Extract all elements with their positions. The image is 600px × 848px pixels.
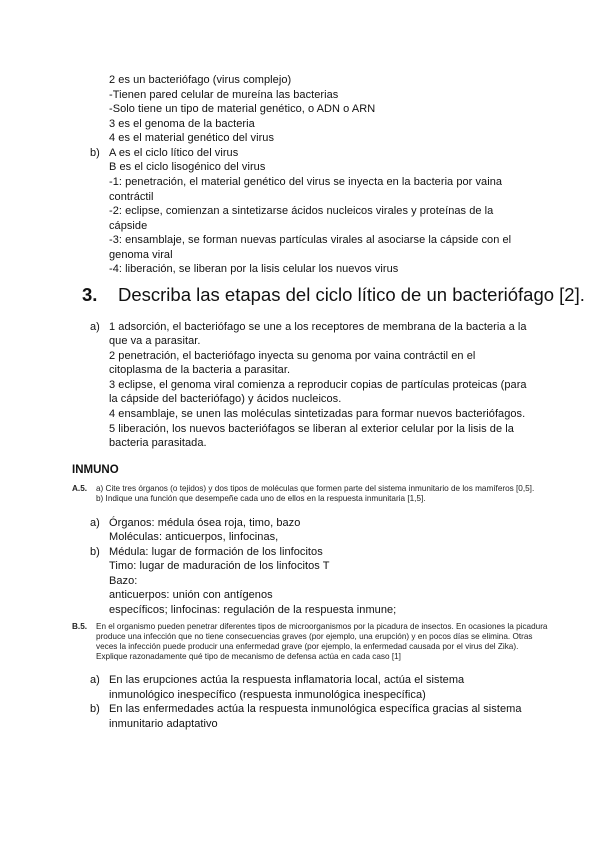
list-marker: a)	[90, 674, 100, 686]
text-line: A es el ciclo lítico del virus	[109, 147, 239, 159]
text-line: inmunitario adaptativo	[109, 718, 218, 730]
question-title: Describa las etapas del ciclo lítico de un bacteriófago [2].	[118, 284, 585, 305]
text-line: cápside	[109, 220, 148, 232]
list-marker: b)	[90, 147, 100, 159]
text-line: citoplasma de la bacteria a parasitar.	[109, 364, 291, 376]
question-line: Explique razonadamente qué tipo de mecanismo de defensa actúa en cada caso [1]	[96, 652, 401, 661]
question-line: a) Cite tres órganos (o tejidos) y dos tipos de moléculas que formen parte del sistema inmunitario de los mamíferos [0,5].	[96, 484, 535, 493]
text-line: -3: ensamblaje, se forman nuevas partículas virales al asociarse la cápside con el	[109, 234, 512, 246]
text-line: 4 ensamblaje, se unen las moléculas sintetizadas para formar nuevos bacteriófagos.	[109, 408, 526, 420]
question-line: veces la infección puede producir una enfermedad grave (por ejemplo, la enfermedad causada por el virus del Zika).	[96, 642, 519, 651]
list-marker: a)	[90, 321, 100, 333]
list-marker: b)	[90, 546, 100, 558]
question-label: A.5.	[72, 484, 88, 493]
text-line: En las enfermedades actúa la respuesta inmunológica específica gracias al sistema	[109, 703, 522, 715]
list-marker: b)	[90, 703, 100, 715]
text-line: Moléculas: anticuerpos, linfocinas,	[109, 531, 279, 543]
question-label: B.5.	[72, 622, 88, 631]
text-line: específicos; linfocinas: regulación de la respuesta inmune;	[109, 604, 397, 616]
text-line: -2: eclipse, comienzan a sintetizarse ácidos nucleicos virales y proteínas de la	[109, 205, 494, 217]
text-line: inmunológico inespecífico (respuesta inmunológica inespecífica)	[109, 689, 426, 701]
text-line: anticuerpos: unión con antígenos	[109, 589, 273, 601]
text-line: genoma viral	[109, 249, 173, 261]
list-marker: a)	[90, 517, 100, 529]
text-line: -4: liberación, se liberan por la lisis celular los nuevos virus	[109, 263, 399, 275]
question-line: En el organismo pueden penetrar diferentes tipos de microorganismos por la picadura de insectos. En ocasiones la picadura	[96, 622, 548, 631]
question-line: produce una infección que no tiene consecuencias graves (por ejemplo, una erupción) y en pocos días se elimina. Otras	[96, 632, 533, 641]
text-line: 1 adsorción, el bacteriófago se une a los receptores de membrana de la bacteria a la	[109, 321, 527, 333]
text-line: -1: penetración, el material genético del virus se inyecta en la bacteria por vaina	[109, 176, 503, 188]
text-line: Órganos: médula ósea roja, timo, bazo	[109, 517, 301, 529]
text-line: 2 es un bacteriófago (virus complejo)	[109, 74, 292, 86]
question-number: 3.	[82, 284, 98, 305]
text-line: 4 es el material genético del virus	[109, 132, 274, 144]
text-line: -Solo tiene un tipo de material genético, o ADN o ARN	[109, 103, 376, 115]
text-line: que va a parasitar.	[109, 335, 201, 347]
text-line: 2 penetración, el bacteriófago inyecta su genoma por vaina contráctil en el	[109, 350, 476, 362]
question-3-heading	[82, 284, 585, 306]
text-line: B es el ciclo lisogénico del virus	[109, 161, 266, 173]
text-line: -Tienen pared celular de mureína las bacterias	[109, 89, 339, 101]
text-line: la cápside del bacteriófago) y ácidos nucleicos.	[109, 393, 342, 405]
text-line: contráctil	[109, 191, 154, 203]
text-line: 5 liberación, los nuevos bacteriófagos se liberan al exterior celular por la lisis de la	[109, 423, 514, 435]
text-line: Bazo:	[109, 575, 138, 587]
text-line: En las erupciones actúa la respuesta inflamatoria local, actúa el sistema	[109, 674, 465, 686]
text-line: Timo: lugar de maduración de los linfocitos T	[109, 560, 330, 572]
text-line: 3 es el genoma de la bacteria	[109, 118, 255, 130]
text-line: bacteria parasitada.	[109, 437, 207, 449]
section-title: INMUNO	[72, 464, 119, 476]
question-line: b) Indique una función que desempeñe cada uno de ellos en la respuesta inmunitaria [1,5].	[96, 494, 426, 503]
text-line: 3 eclipse, el genoma viral comienza a reproducir copias de partículas proteicas (para	[109, 379, 527, 391]
text-line: Médula: lugar de formación de los linfocitos	[109, 546, 323, 558]
